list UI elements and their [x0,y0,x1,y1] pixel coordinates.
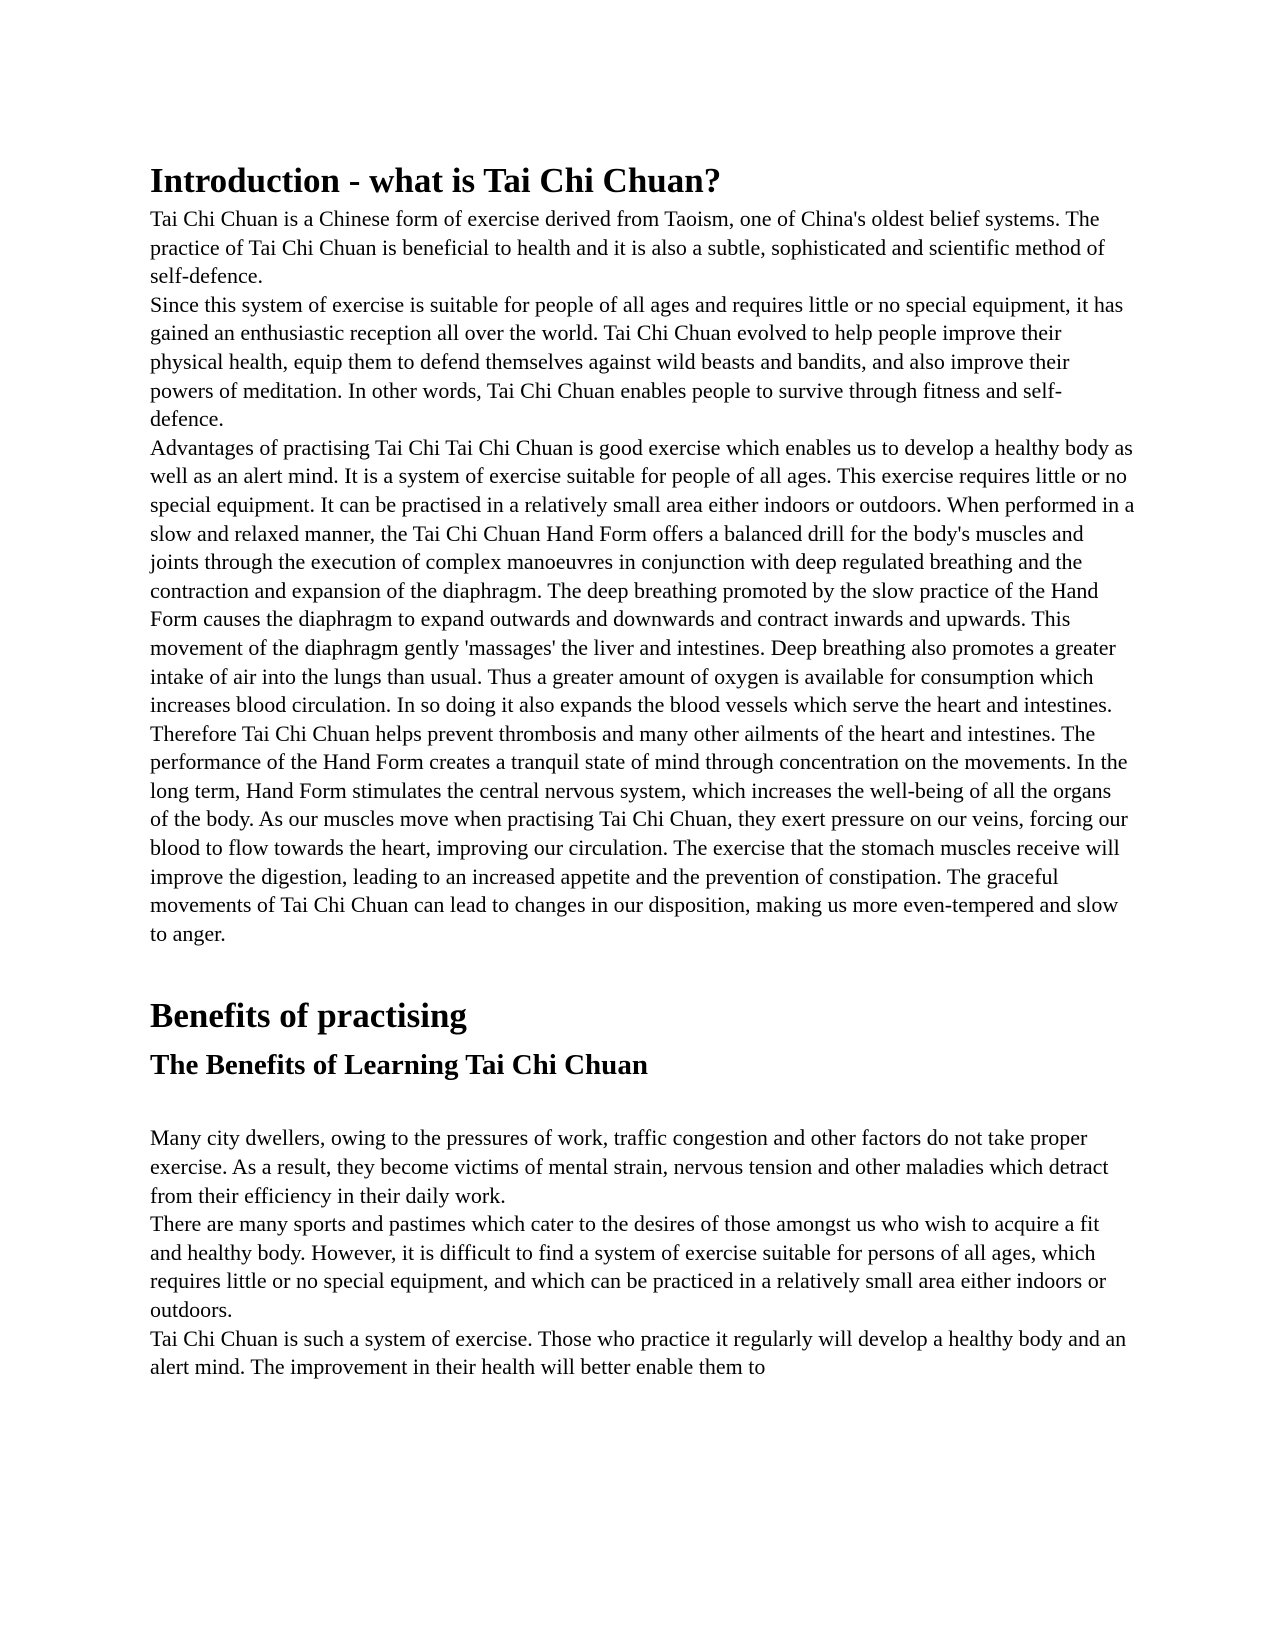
benefits-subheading: The Benefits of Learning Tai Chi Chuan [150,1049,648,1082]
intro-paragraph-1: Tai Chi Chuan is a Chinese form of exercise derived from Taoism, one of China's oldest belief systems. The practice of Tai Chi Chuan is beneficial to health and it is also a subtle, sophisticated and scientific method of self-defence. [150,206,1105,289]
benefits-paragraph-1: Many city dwellers, owing to the pressures of work, traffic congestion and other factors do not take proper exercise. As a result, they become victims of mental strain, nervous tension and other maladies which detract from their efficiency in their daily work. [150,1125,1109,1208]
intro-paragraph-3: Advantages of practising Tai Chi Tai Chi Chuan is good exercise which enables us to develop a healthy body as well as an alert mind. It is a system of exercise suitable for people of all ages. This exercise requires little or no special equipment. It can be practised in a relatively small area either indoors or outdoors. When performed in a slow and relaxed manner, the Tai Chi Chuan Hand Form offers a balanced drill for the body's muscles and joints through the execution of complex manoeuvres in conjunction with deep regulated breathing and the contraction and expansion of the diaphragm. The deep breathing promoted by the slow practice of the Hand Form causes the diaphragm to expand outwards and downwards and contract inwards and upwards. This movement of the diaphragm gently 'massages' the liver and intestines. Deep breathing also promotes a greater intake of air into the lungs than usual. Thus a greater amount of oxygen is available for consumption which increases blood circulation. In so doing it also expands the blood vessels which serve the heart and intestines. Therefore Tai Chi Chuan helps prevent thrombosis and many other ailments of the heart and intestines. The performance of the Hand Form creates a tranquil state of mind through concentration on the movements. In the long term, Hand Form stimulates the central nervous system, which increases the well-being of all the organs of the body. As our muscles move when practising Tai Chi Chuan, they exert pressure on our veins, forcing our blood to flow towards the heart, improving our circulation. The exercise that the stomach muscles receive will improve the digestion, leading to an increased appetite and the prevention of constipation. The graceful movements of Tai Chi Chuan can lead to changes in our disposition, making us more even-tempered and slow to anger. [150,434,1135,946]
benefits-heading: Benefits of practising [150,996,467,1036]
benefits-paragraph-2: There are many sports and pastimes which cater to the desires of those amongst us who wish to acquire a fit and healthy body. However, it is difficult to find a system of exercise suitable for persons of all ages, which requires little or no special equipment, and which can be practiced in a relatively small area either indoors or outdoors. [150,1211,1107,1322]
document-page [150,155,1135,1382]
intro-heading: Introduction - what is Tai Chi Chuan? [150,161,722,200]
intro-paragraph-2: Since this system of exercise is suitable for people of all ages and requires little or no special equipment, it has gained an enthusiastic reception all over the world. Tai Chi Chuan evolved to help people improve their physical health, equip them to defend themselves against wild beasts and bandits, and also improve their powers of meditation. In other words, Tai Chi Chuan enables people to survive through fitness and self-defence. [150,291,1124,432]
benefits-paragraph-3: Tai Chi Chuan is such a system of exercise. Those who practice it regularly will develop a healthy body and an alert mind. The improvement in their health will better enable them to [150,1325,1127,1380]
